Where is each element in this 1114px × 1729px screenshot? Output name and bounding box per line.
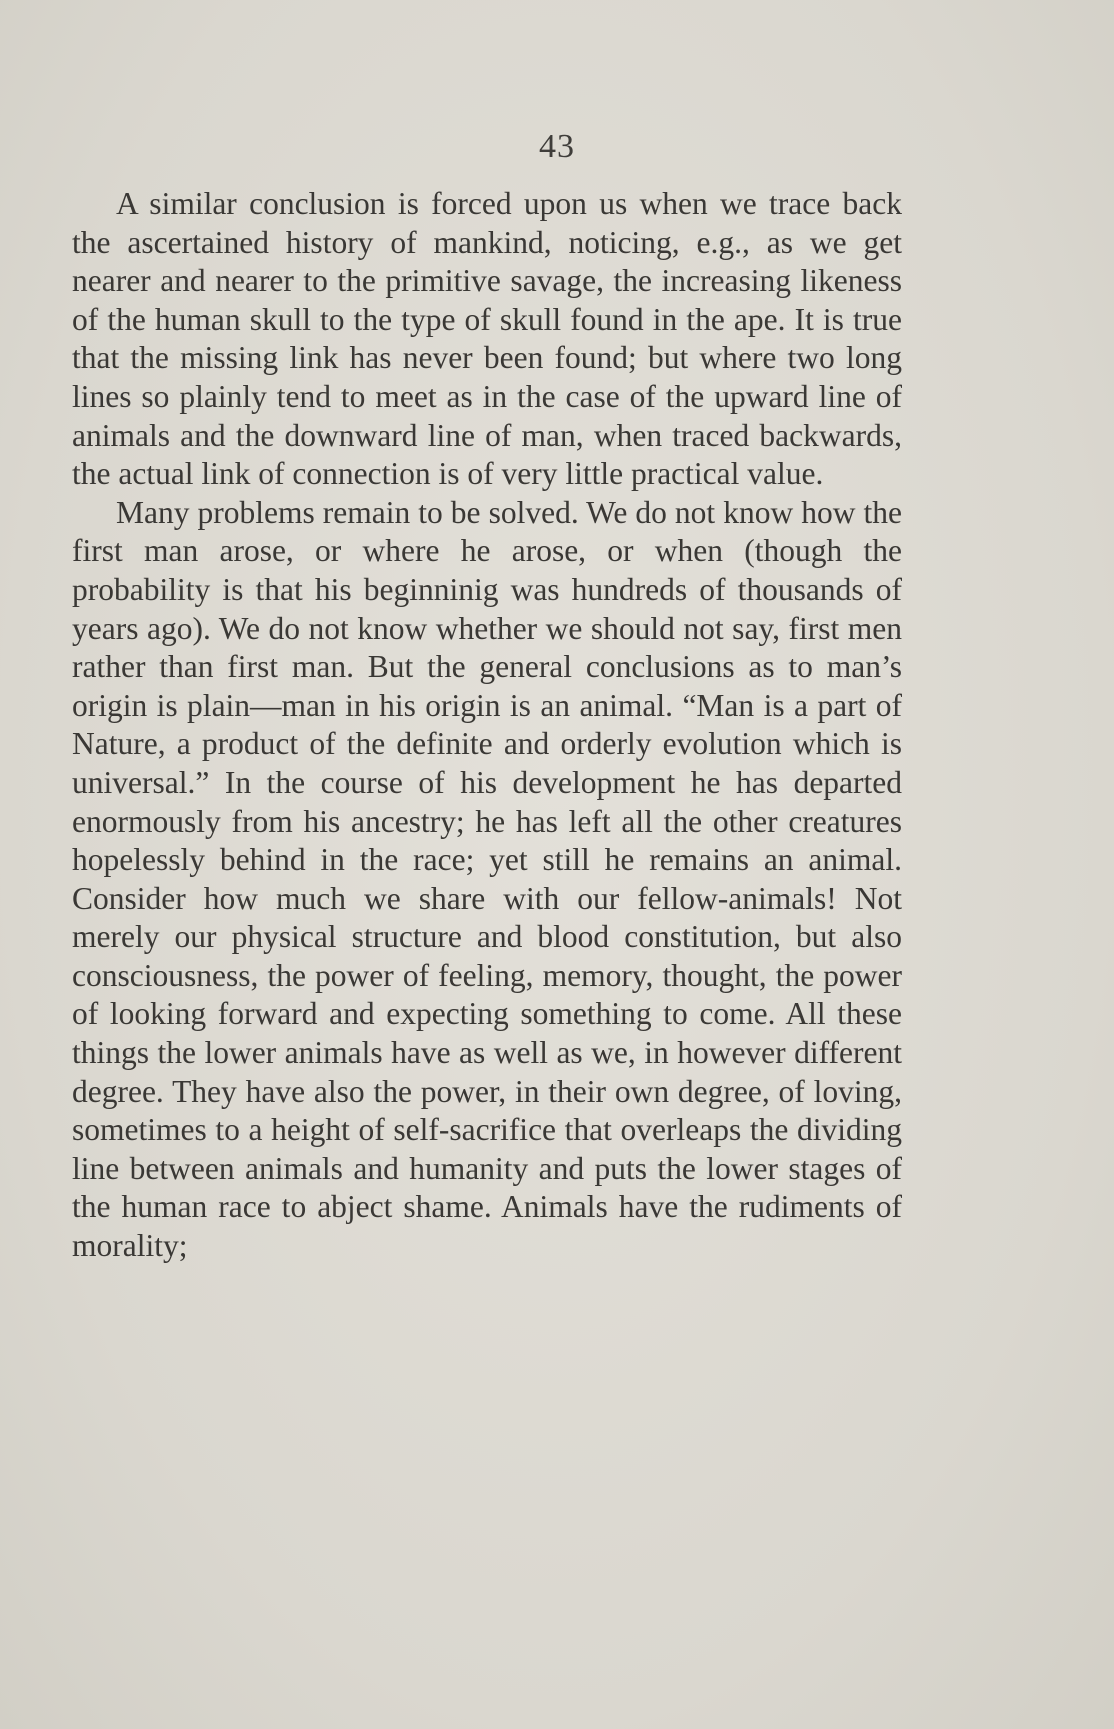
body-text: [72, 185, 902, 1266]
paragraph-1: A similar conclusion is forced upon us when we trace back the ascertained history of mankind, noticing, e.g., as we get nearer and nearer to the primitive savage, the increasing likeness of the human skull to the type of skull found in the ape. It is true that the missing link has never been found; but where two long lines so plainly tend to meet as in the case of the upward line of animals and the downward line of man, when traced backwards, the actual link of connection is of very little practical value.: [72, 186, 902, 492]
page-number: 43: [539, 128, 575, 165]
paragraph-2: Many problems remain to be solved. We do not know how the first man arose, or where he arose, or when (though the probability is that his beginninig was hundreds of thousands of years ago). We do not know whether we should not say, first men rather than first man. But the general conclusions as to man’s origin is plain—man in his origin is an animal. “Man is a part of Nature, a product of the definite and orderly evolution which is universal.” In the course of his development he has departed enormously from his ancestry; he has left all the other creatures hopelessly behind in the race; yet still he remains an animal. Consider how much we share with our fellow-animals! Not merely our physical structure and blood constitution, but also consciousness, the power of feeling, memory, thought, the power of looking forward and expecting something to come. All these things the lower animals have as well as we, in however different degree. They have also the power, in their own degree, of loving, sometimes to a height of self-sacrifice that overleaps the dividing line between animals and humanity and puts the lower stages of the human race to abject shame. Animals have the rudiments of morality;: [72, 494, 902, 1264]
